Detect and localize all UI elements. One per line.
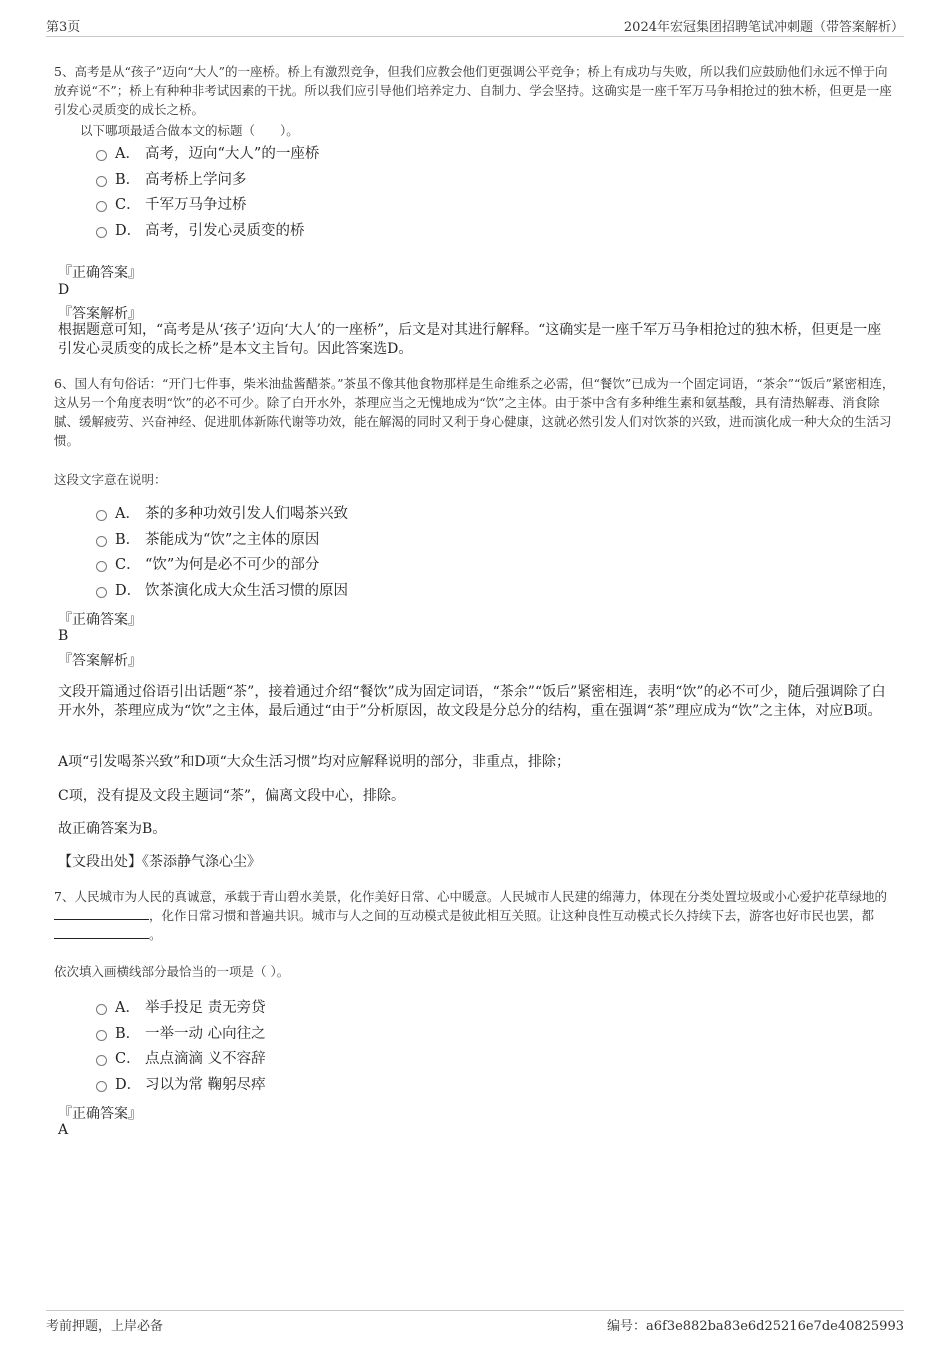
option-text: 点点滴滴 义不容辞 [145, 1051, 266, 1068]
option-b[interactable]: B． 高考桥上学问多 [96, 166, 319, 192]
option-d[interactable]: D． 高考，引发心灵质变的桥 [96, 217, 319, 243]
question-5-options [96, 140, 319, 242]
answer-label: 『正确答案』 [58, 1106, 142, 1122]
option-b[interactable]: B． 茶能成为“饮”之主体的原因 [96, 526, 348, 552]
question-6-analysis-p4: 故正确答案为B。 [58, 821, 167, 837]
option-b[interactable]: B． 一举一动 心向往之 [96, 1020, 266, 1046]
option-text: 举手投足 责无旁贷 [145, 1000, 266, 1017]
question-6-answer: B [58, 628, 69, 644]
radio-icon[interactable] [96, 227, 107, 238]
radio-icon[interactable] [96, 1030, 107, 1041]
option-d[interactable]: D． 饮茶演化成大众生活习惯的原因 [96, 577, 348, 603]
question-5-stem: 5、高考是从“孩子”迈向“大人”的一座桥。桥上有激烈竞争，但我们应教会他们更强调公平竞争；桥上有成功与失败，所以我们应鼓励他们永远不惮于向放弃说“不”；桥上有种种非考试因素的干扰。所以我们应引导他们培养定力、自制力、学会坚持。这确实是一座千军万马争相抢过的独木桥，但更是一座引发心灵质变的成长之桥。 [54, 64, 892, 117]
question-7-prompt: 依次填入画横线部分最恰当的一项是（ ）。 [54, 964, 290, 979]
radio-icon[interactable] [96, 510, 107, 521]
radio-icon[interactable] [96, 536, 107, 547]
document-id: 编号：a6f3e882ba83e6d25216e7de40825993 [606, 1319, 904, 1334]
question-6-analysis-p3: C项，没有提及文段主题词“茶”，偏离文段中心，排除。 [58, 788, 406, 804]
option-text: 茶能成为“饮”之主体的原因 [145, 531, 320, 548]
radio-icon[interactable] [96, 1081, 107, 1092]
option-text: 饮茶演化成大众生活习惯的原因 [145, 582, 348, 599]
option-text: 茶的多种功效引发人们喝茶兴致 [145, 506, 348, 523]
analysis-label: 『答案解析』 [58, 653, 142, 669]
question-5-answer: D [58, 282, 70, 298]
option-a[interactable]: A． 茶的多种功效引发人们喝茶兴致 [96, 500, 348, 526]
option-d[interactable]: D． 习以为常 鞠躬尽瘁 [96, 1071, 266, 1097]
radio-icon[interactable] [96, 176, 107, 187]
option-text: “饮”为何是必不可少的部分 [145, 557, 320, 574]
radio-icon[interactable] [96, 201, 107, 212]
question-7-options [96, 994, 266, 1096]
option-a[interactable]: A． 高考，迈向“大人”的一座桥 [96, 140, 319, 166]
option-c[interactable]: C． 点点滴滴 义不容辞 [96, 1045, 266, 1071]
page-header [46, 14, 904, 37]
option-text: 高考，引发心灵质变的桥 [145, 222, 305, 239]
answer-label: 『正确答案』 [58, 612, 142, 628]
page-number: 第3页 [46, 20, 81, 35]
analysis-label: 『答案解析』 [58, 306, 142, 322]
question-6-options [96, 500, 348, 602]
question-6-stem: 6、国人有句俗话：“开门七件事，柴米油盐酱醋茶。”茶虽不像其他食物那样是生命维系之必需，但“餐饮”已成为一个固定词语，“茶余”“饭后”紧密相连，这从另一个角度表明“饮”的必不可少。除了白开水外，茶理应当之无愧地成为“饮”之主体。由于茶中含有多种维生素和氨基酸，具有清热解毒、消食除腻、缓解疲劳、兴奋神经、促进肌体新陈代谢等功效，能在解渴的同时又利于身心健康，这就必然引发人们对饮茶的兴致，进而演化成一种大众的生活习惯。 [54, 376, 895, 448]
option-text: 习以为常 鞠躬尽瘁 [145, 1076, 266, 1093]
question-7-stem: 7、人民城市为人民的真诚意，承载于青山碧水美景，化作美好日常、心中暖意。人民城市人民建的绵薄力，体现在分类处置垃圾或小心爱护花草绿地的，化作日常习惯和普遍共识。城市与人之间的互动模式是彼此相互关照。让这种良性互动模式长久持续下去，游客也好市民也罢，都。 [54, 889, 887, 942]
question-6-source: 【文段出处】《茶添静气涤心尘》 [58, 854, 261, 870]
radio-icon[interactable] [96, 561, 107, 572]
option-text: 一举一动 心向往之 [145, 1025, 266, 1042]
fill-blank-1[interactable] [54, 907, 149, 920]
question-5-prompt: 以下哪项最适合做本文的标题（ ）。 [80, 123, 299, 138]
page-footer [46, 1310, 904, 1337]
radio-icon[interactable] [96, 587, 107, 598]
option-c[interactable]: C． “饮”为何是必不可少的部分 [96, 551, 348, 577]
radio-icon[interactable] [96, 1004, 107, 1015]
question-7-answer: A [58, 1122, 69, 1138]
document-title: 2024年宏冠集团招聘笔试冲刺题（带答案解析） [623, 20, 904, 35]
footer-slogan: 考前押题，上岸必备 [46, 1319, 164, 1334]
option-text: 高考，迈向“大人”的一座桥 [145, 146, 320, 163]
question-6-analysis-p2: A项“引发喝茶兴致”和D项“大众生活习惯”均对应解释说明的部分，非重点，排除； [58, 754, 570, 770]
option-a[interactable]: A． 举手投足 责无旁贷 [96, 994, 266, 1020]
radio-icon[interactable] [96, 1055, 107, 1066]
option-c[interactable]: C． 千军万马争过桥 [96, 191, 319, 217]
fill-blank-2[interactable] [54, 926, 149, 939]
radio-icon[interactable] [96, 150, 107, 161]
question-5-analysis: 根据题意可知，“高考是从‘孩子’迈向‘大人’的一座桥”，后文是对其进行解释。“这确实是一座千军万马争相抢过的独木桥，但更是一座引发心灵质变的成长之桥”是本文主旨句。因此答案选D。 [58, 322, 882, 357]
question-6-prompt: 这段文字意在说明： [54, 472, 167, 487]
question-6-analysis-p1: 文段开篇通过俗语引出话题“茶”，接着通过介绍“餐饮”成为固定词语，“茶余”“饭后”紧密相连，表明“饮”的必不可少，随后强调除了白开水外，茶理应成为“饮”之主体，最后通过“由于”分析原因，故文段是分总分的结构，重在强调“茶”理应成为“饮”之主体，对应B项。 [58, 684, 886, 719]
answer-label: 『正确答案』 [58, 265, 142, 281]
option-text: 千军万马争过桥 [145, 197, 247, 214]
option-text: 高考桥上学问多 [145, 171, 247, 188]
